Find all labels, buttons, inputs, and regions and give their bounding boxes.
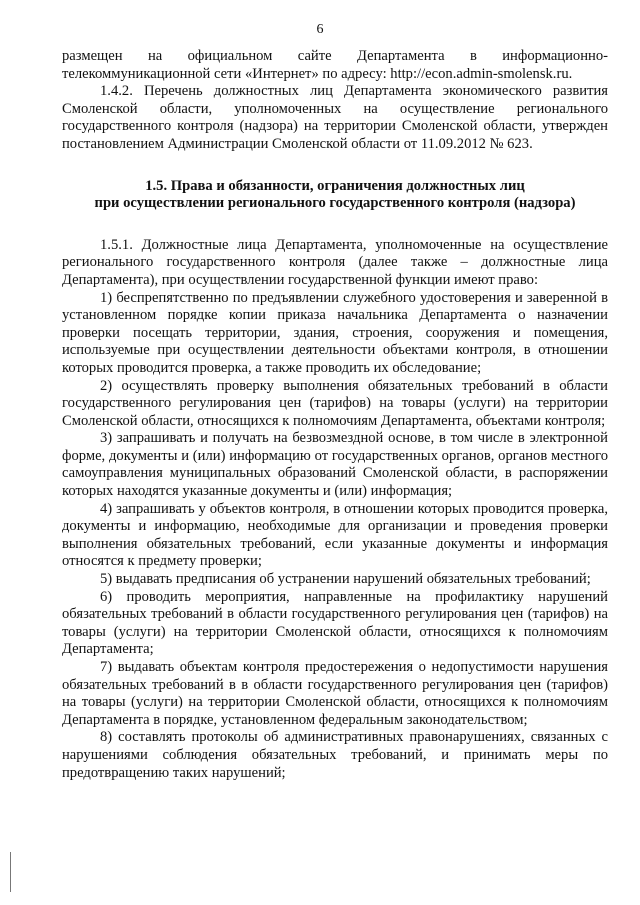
paragraph-1-5-1: 1.5.1. Должностные лица Департамента, уполномоченные на осуществление регионального государственного контроля (далее также – должностные лица Департамента), при осуществлении государственной функции имеют право: xyxy=(62,236,608,288)
document-body xyxy=(62,48,608,782)
page-number: 6 xyxy=(316,22,324,37)
paragraph-site-address: размещен на официальном сайте Департамента в информационно-телекоммуникационной сети «Интернет» по адресу: http://econ.admin-smolensk.ru. xyxy=(62,48,608,82)
list-item-7: 7) выдавать объектам контроля предостережения о недопустимости нарушения обязательных требований в в области государственного регулирования цен (тарифов) на товары (услуги) на территории Смоленской области, относящихся к полномочиям Департамента в порядке, установленном федеральным законодательством; xyxy=(62,659,608,728)
section-heading-line-1: 1.5. Права и обязанности, ограничения должностных лиц xyxy=(145,177,525,194)
list-item-2: 2) осуществлять проверку выполнения обязательных требований в области государственного регулирования цен (тарифов) на товары (услуги) на территории Смоленской области, относящихся к полномочиям Департамента, объектами контроля; xyxy=(62,377,608,429)
scan-margin-mark xyxy=(10,852,11,892)
list-item-4: 4) запрашивать у объектов контроля, в отношении которых проводится проверка, документы и информацию, необходимые для организации и проведения проверки выполнения обязательных требований, если указанные документы и информация относятся к предмету проверки; xyxy=(62,500,608,570)
paragraph-1-4-2: 1.4.2. Перечень должностных лиц Департамента экономического развития Смоленской области, уполномоченных на осуществление регионального государственного контроля (надзора) на территории Смоленской области, утвержден постановлением Администрации Смоленской области от 11.09.2012 № 623. xyxy=(62,83,608,152)
list-item-6: 6) проводить мероприятия, направленные на профилактику нарушений обязательных требований в области государственного регулирования цен (тарифов) на товары (услуги) на территории Смоленской области, относящихся к полномочиям Департамента; xyxy=(62,588,608,658)
section-heading xyxy=(62,178,608,213)
list-item-5: 5) выдавать предписания об устранении нарушений обязательных требований; xyxy=(100,571,591,588)
list-item-8: 8) составлять протоколы об административных правонарушениях, связанных с нарушениями соблюдения обязательных требований, и принимать меры по предотвращению таких нарушений; xyxy=(62,729,608,781)
list-item-3: 3) запрашивать и получать на безвозмездной основе, в том числе в электронной форме, документы и (или) информацию от государственных органов, органов местного самоуправления муниципальных образований Смоленской области, в распоряжении которых находятся указанные документы и (или) информация; xyxy=(62,430,608,500)
section-heading-line-2: при осуществлении регионального государственного контроля (надзора) xyxy=(94,195,576,212)
list-item-1: 1) беспрепятственно по предъявлении служебного удостоверения и заверенной в установленном порядке копии приказа начальника Департамента о назначении проверки посещать территории, здания, строения, сооружения и помещения, используемые при осуществлении деятельности объектами контроля, в отношении которых проводится проверка, а также проводить их обследование; xyxy=(62,289,608,376)
